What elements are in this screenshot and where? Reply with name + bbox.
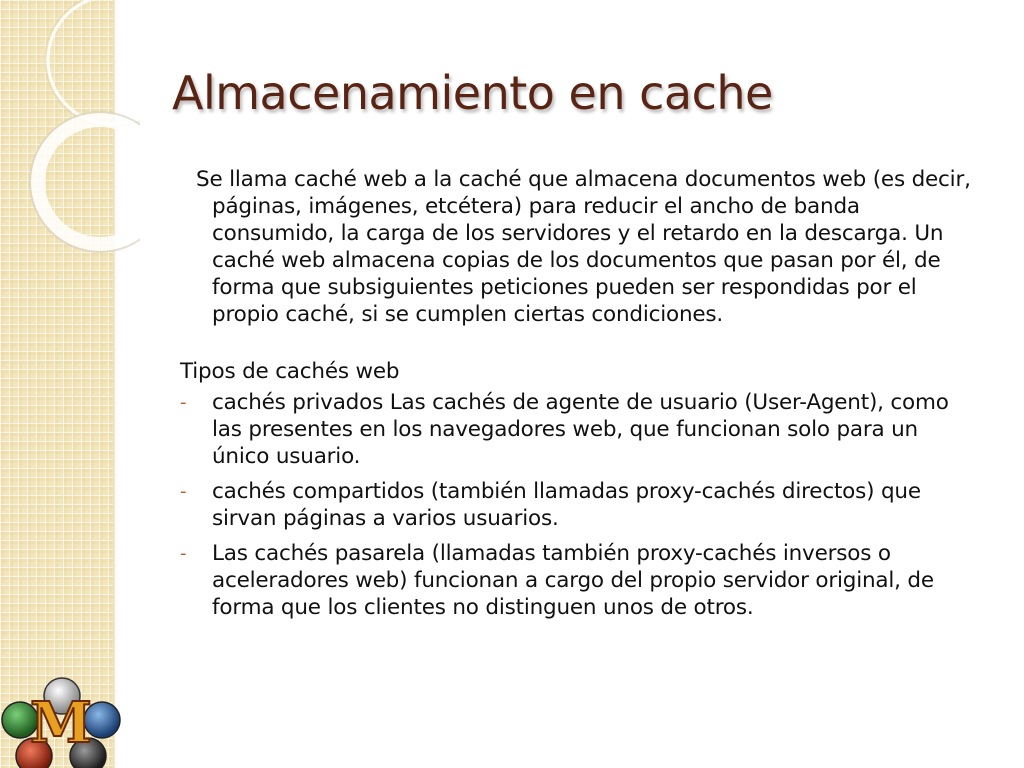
intro-paragraph: Se llama caché web a la caché que almacena documentos web (es decir, páginas, imágenes, etcétera) para reducir el ancho de banda consumido, la carga de los servidores y el retardo en la descarga. Un caché web almacena copias de los documentos que pasan por él, de forma que subsiguientes peticiones pueden ser respondidas por el propio caché, si se cumplen ciertas condiciones. bbox=[196, 167, 971, 327]
bullet-text: cachés compartidos (también llamadas proxy-cachés directos) que sirvan páginas a varios usuarios. bbox=[212, 479, 921, 531]
bullet-dash-icon: - bbox=[180, 392, 187, 413]
slide-body bbox=[180, 166, 980, 629]
bullet-text: cachés privados Las cachés de agente de usuario (User-Agent), como las presentes en los navegadores web, que funcionan solo para un único usuario. bbox=[212, 390, 949, 469]
slide-title: Almacenamiento en cache bbox=[172, 66, 773, 120]
bullet-text: Las cachés pasarela (llamadas también proxy-cachés inversos o aceleradores web) funcionan a cargo del propio servidor original, de forma que los clientes no distinguen unos de otros. bbox=[212, 541, 934, 620]
logo-letter: M bbox=[30, 690, 92, 756]
list-item bbox=[180, 540, 980, 621]
list-item bbox=[180, 478, 980, 532]
decorative-circles bbox=[0, 0, 140, 260]
bullet-dash-icon: - bbox=[180, 543, 187, 564]
bullet-dash-icon: - bbox=[180, 481, 187, 502]
logo-emblem bbox=[0, 676, 122, 768]
types-heading: Tipos de cachés web bbox=[180, 359, 400, 384]
cache-types-list bbox=[180, 389, 980, 621]
list-item bbox=[180, 389, 980, 470]
